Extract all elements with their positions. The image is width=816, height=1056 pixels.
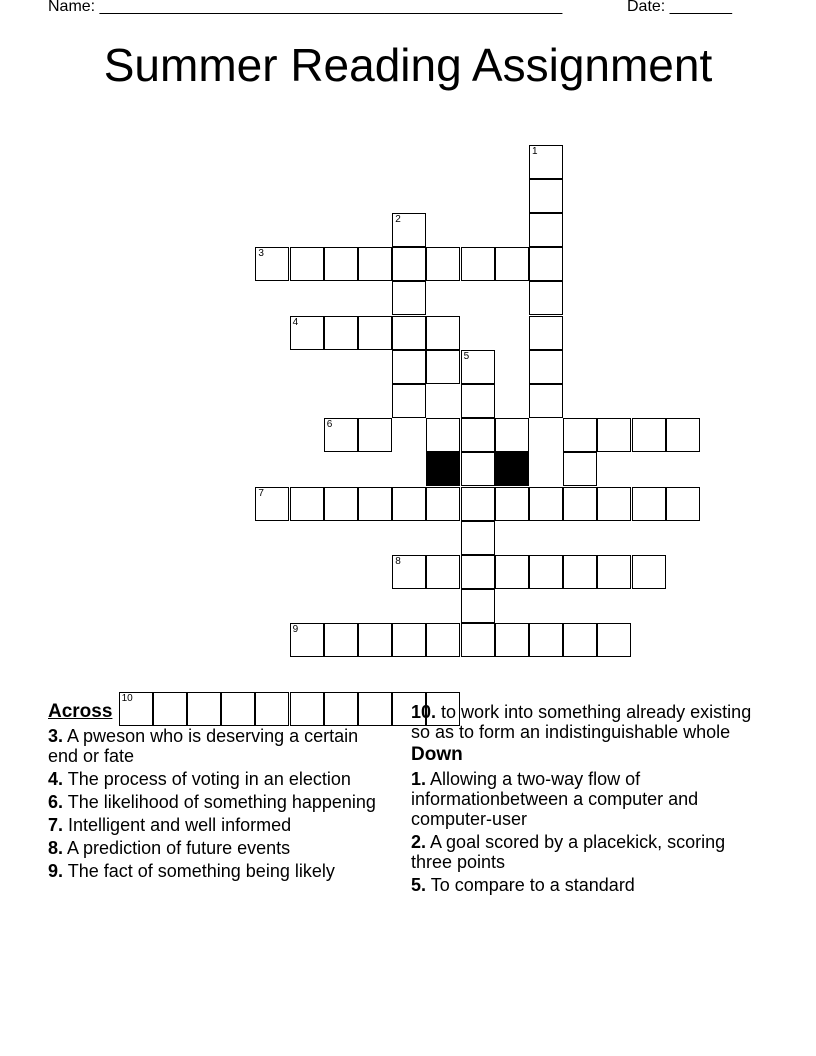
crossword-cell[interactable] — [461, 247, 495, 281]
clue-text: To compare to a standard — [430, 875, 635, 895]
crossword-cell[interactable] — [529, 247, 563, 281]
crossword-cell[interactable] — [597, 555, 631, 589]
clues-column-left — [48, 702, 393, 884]
crossword-cell[interactable] — [529, 555, 563, 589]
crossword-cell[interactable] — [495, 623, 529, 657]
name-field-line[interactable]: Name: ____________________________________________________ — [48, 0, 563, 15]
crossword-cell[interactable] — [392, 623, 426, 657]
crossword-cell[interactable] — [392, 555, 426, 589]
crossword-cell[interactable] — [426, 555, 460, 589]
cell-number: 3 — [258, 248, 264, 260]
crossword-cell[interactable] — [529, 623, 563, 657]
clue-across-7 — [48, 815, 393, 835]
cell-number: 9 — [292, 624, 299, 636]
clue-across-6 — [48, 792, 393, 812]
clue-number: 9. — [48, 861, 64, 881]
crossword-cell[interactable] — [495, 247, 529, 281]
clue-number: 8. — [48, 838, 64, 858]
cell-number: 2 — [395, 214, 401, 225]
crossword-cell[interactable] — [495, 555, 529, 589]
cell-number: 6 — [326, 419, 333, 431]
crossword-cell[interactable] — [392, 247, 426, 281]
crossword-cell[interactable] — [529, 213, 563, 247]
cell-number: 1 — [532, 145, 538, 157]
clue-across-10 — [411, 702, 756, 742]
crossword-cell[interactable] — [495, 487, 529, 521]
crossword-cell[interactable] — [324, 623, 358, 657]
crossword-cell[interactable] — [426, 316, 460, 350]
cell-number: 10 — [121, 692, 133, 704]
crossword-cell[interactable] — [461, 384, 495, 418]
crossword-cell[interactable] — [563, 418, 597, 452]
clue-across-9 — [48, 861, 393, 881]
crossword-cell[interactable] — [461, 418, 495, 452]
clue-down-2 — [411, 832, 756, 872]
crossword-cell[interactable] — [461, 555, 495, 589]
cell-number: 7 — [258, 487, 264, 499]
clue-number: 7. — [48, 815, 64, 835]
crossword-cell[interactable] — [392, 281, 426, 315]
crossword-cell[interactable] — [290, 247, 324, 281]
crossword-cell[interactable] — [461, 589, 495, 623]
crossword-cell[interactable] — [529, 350, 563, 384]
clue-down-1 — [411, 769, 756, 829]
crossword-cell[interactable] — [461, 452, 495, 486]
crossword-cell[interactable] — [324, 316, 358, 350]
crossword-cell[interactable] — [392, 384, 426, 418]
crossword-cell[interactable] — [255, 487, 289, 521]
crossword-cell[interactable] — [529, 487, 563, 521]
crossword-cell[interactable] — [290, 623, 324, 657]
crossword-cell[interactable] — [597, 487, 631, 521]
crossword-cell[interactable] — [529, 316, 563, 350]
clue-text: to work into something already existing so as to form an indistinguishable whole — [411, 702, 752, 742]
crossword-cell[interactable] — [563, 555, 597, 589]
clue-number: 6. — [48, 792, 64, 812]
crossword-cell[interactable] — [392, 487, 426, 521]
clue-text: Intelligent and well informed — [68, 815, 292, 835]
clue-number: 3. — [48, 726, 64, 746]
clue-number: 2. — [411, 832, 427, 852]
black-cell — [495, 452, 529, 486]
crossword-cell[interactable] — [290, 487, 324, 521]
crossword-cell[interactable] — [632, 487, 666, 521]
crossword-cell[interactable] — [392, 213, 426, 247]
clue-text: The likelihood of something happening — [67, 792, 376, 812]
clue-text: A goal scored by a placekick, scoring three points — [411, 832, 726, 872]
date-field-line[interactable]: Date: _______ — [627, 0, 732, 15]
crossword-cell[interactable] — [529, 179, 563, 213]
clue-down-5 — [411, 875, 756, 895]
crossword-cell[interactable] — [392, 316, 426, 350]
crossword-cell[interactable] — [324, 487, 358, 521]
crossword-cell[interactable] — [632, 555, 666, 589]
crossword-cell[interactable] — [495, 418, 529, 452]
crossword-cell[interactable] — [529, 384, 563, 418]
clue-number: 5. — [411, 875, 427, 895]
across-heading: Across — [48, 701, 113, 722]
down-heading: Down — [411, 744, 463, 765]
crossword-cell[interactable] — [597, 623, 631, 657]
page-title: Summer Reading Assignment — [103, 39, 713, 91]
clue-number: 4. — [48, 769, 64, 789]
crossword-cell[interactable] — [461, 623, 495, 657]
crossword-cell[interactable] — [392, 350, 426, 384]
crossword-cell[interactable] — [290, 316, 324, 350]
crossword-cell[interactable] — [666, 418, 700, 452]
crossword-cell[interactable] — [426, 623, 460, 657]
crossword-cell[interactable] — [324, 247, 358, 281]
crossword-cell[interactable] — [358, 623, 392, 657]
clue-text: Allowing a two-way flow of informationbetween a computer and computer-user — [411, 769, 699, 829]
crossword-cell[interactable] — [461, 521, 495, 555]
crossword-cell[interactable] — [563, 623, 597, 657]
crossword-cell[interactable] — [529, 145, 563, 179]
clue-across-3 — [48, 726, 393, 766]
crossword-cell[interactable] — [426, 350, 460, 384]
black-cell — [426, 452, 460, 486]
clue-across-8 — [48, 838, 393, 858]
crossword-cell[interactable] — [461, 487, 495, 521]
clues-column-right — [411, 702, 756, 898]
clue-text: A pweson who is deserving a certain end or fate — [48, 726, 359, 766]
crossword-cell[interactable] — [358, 487, 392, 521]
clue-text: A prediction of future events — [67, 838, 291, 858]
clue-number: 10. — [411, 702, 437, 722]
crossword-cell[interactable] — [597, 418, 631, 452]
crossword-cell[interactable] — [324, 418, 358, 452]
crossword-cell[interactable] — [529, 281, 563, 315]
crossword-cell[interactable] — [255, 247, 289, 281]
crossword-cell[interactable] — [666, 487, 700, 521]
crossword-cell[interactable] — [358, 418, 392, 452]
crossword-cell[interactable] — [426, 487, 460, 521]
cell-number: 8 — [395, 556, 401, 567]
clue-across-4 — [48, 769, 393, 789]
crossword-cell[interactable] — [461, 350, 495, 384]
crossword-cell[interactable] — [563, 487, 597, 521]
crossword-cell[interactable] — [563, 452, 597, 486]
cell-number: 4 — [292, 316, 299, 328]
clue-number: 1. — [411, 769, 427, 789]
cell-number: 5 — [463, 350, 470, 362]
crossword-cell[interactable] — [358, 247, 392, 281]
crossword-cell[interactable] — [426, 418, 460, 452]
crossword-cell[interactable] — [426, 247, 460, 281]
clue-text: The process of voting in an election — [67, 769, 351, 789]
crossword-cell[interactable] — [358, 316, 392, 350]
clue-text: The fact of something being likely — [67, 861, 335, 881]
crossword-cell[interactable] — [632, 418, 666, 452]
